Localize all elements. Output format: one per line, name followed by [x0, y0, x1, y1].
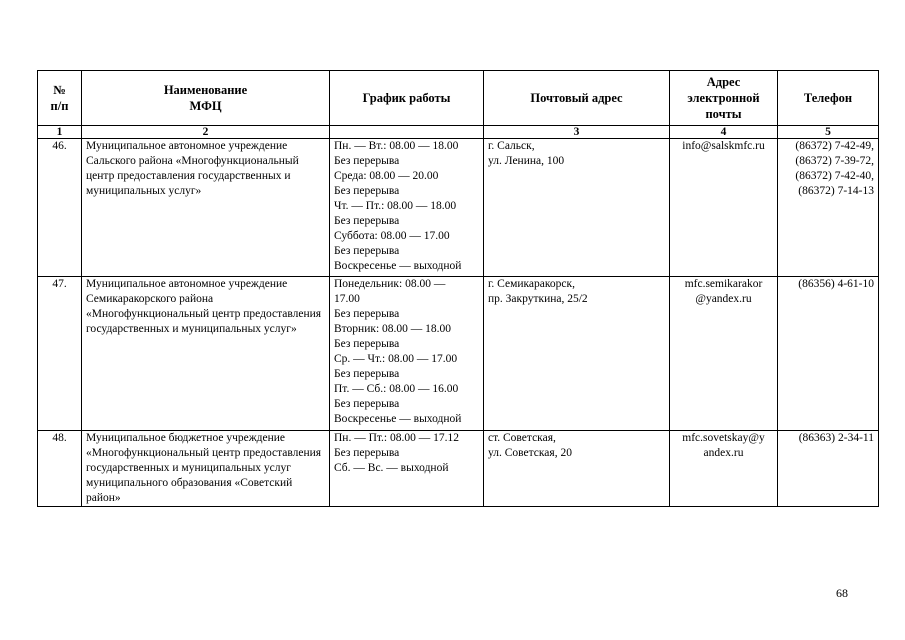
cell-line: Ср. — Чт.: 08.00 — 17.00: [334, 353, 458, 365]
mfc-name: Муниципальное автономное учреждение Семикаракорского района «Многофункциональный центр предоставления государственных и муниципальных услуг»: [82, 277, 330, 431]
column-number-3: 3: [484, 126, 670, 139]
mfc-name: Муниципальное бюджетное учреждение «Многофункциональный центр предоставления государственных и муниципальных услуг муниципального образования «Советский район»: [82, 431, 330, 507]
cell-line: ст. Советская,: [488, 432, 556, 444]
cell-line: Вторник: 08.00 — 18.00: [334, 323, 452, 335]
cell-line: Без перерыва: [334, 447, 400, 459]
postal-address: [484, 139, 670, 277]
column-number-blank: [330, 126, 484, 139]
cell-line: Без перерыва: [334, 308, 400, 320]
cell-line: andex.ru: [703, 447, 744, 459]
cell-line: ул. Советская, 20: [488, 447, 572, 459]
table-header-row: [38, 71, 879, 126]
email-address: [670, 277, 778, 431]
work-schedule: [330, 139, 484, 277]
header-address: Почтовый адрес: [484, 71, 670, 126]
cell-line: mfc.sovetskay@y: [682, 432, 765, 444]
phone-numbers: [778, 139, 879, 277]
mfc-table: [37, 70, 879, 507]
cell-line: (86372) 7-14-13: [798, 185, 874, 197]
cell-line: г. Сальск,: [488, 140, 535, 152]
table-row: [38, 139, 879, 277]
cell-line: Пн. — Пт.: 08.00 — 17.12: [334, 432, 459, 444]
cell-line: Суббота: 08.00 — 17.00: [334, 230, 450, 242]
cell-line: (86356) 4-61-10: [798, 278, 874, 290]
header-name: Наименование МФЦ: [82, 71, 330, 126]
page-number: 68: [836, 586, 848, 600]
header-phone: Телефон: [778, 71, 879, 126]
cell-line: Чт. — Пт.: 08.00 — 18.00: [334, 200, 457, 212]
cell-line: Без перерыва: [334, 398, 400, 410]
table-row: [38, 431, 879, 507]
cell-line: (86363) 2-34-11: [798, 432, 874, 444]
cell-line: (86372) 7-42-40,: [795, 170, 874, 182]
cell-line: mfc.semikarakor: [684, 278, 763, 290]
cell-line: пр. Закруткина, 25/2: [488, 293, 588, 305]
postal-address: [484, 431, 670, 507]
cell-line: Среда: 08.00 — 20.00: [334, 170, 439, 182]
phone-numbers: [778, 277, 879, 431]
cell-line: Без перерыва: [334, 185, 400, 197]
cell-line: 17.00: [334, 293, 360, 305]
cell-line: Без перерыва: [334, 338, 400, 350]
header-schedule: График работы: [330, 71, 484, 126]
cell-line: Без перерыва: [334, 155, 400, 167]
cell-line: Пт. — Сб.: 08.00 — 16.00: [334, 383, 459, 395]
phone-numbers: [778, 431, 879, 507]
row-number: 48.: [38, 431, 82, 507]
cell-line: Без перерыва: [334, 245, 400, 257]
cell-line: Без перерыва: [334, 215, 400, 227]
email-address: [670, 431, 778, 507]
work-schedule: [330, 431, 484, 507]
row-number: 47.: [38, 277, 82, 431]
table-row: [38, 277, 879, 431]
mfc-name: Муниципальное автономное учреждение Сальского района «Многофункциональный центр предоставления государственных и муниципальных услуг»: [82, 139, 330, 277]
column-number-2: 2: [82, 126, 330, 139]
cell-line: Без перерыва: [334, 368, 400, 380]
cell-line: Воскресенье — выходной: [334, 413, 462, 425]
cell-line: Пн. — Вт.: 08.00 — 18.00: [334, 140, 459, 152]
header-email: Адрес электронной почты: [670, 71, 778, 126]
cell-line: (86372) 7-42-49,: [795, 140, 874, 152]
column-number-4: 4: [670, 126, 778, 139]
cell-line: @yandex.ru: [695, 293, 752, 305]
postal-address: [484, 277, 670, 431]
column-number-1: 1: [38, 126, 82, 139]
email-address: [670, 139, 778, 277]
column-number-5: 5: [778, 126, 879, 139]
header-num: № п/п: [38, 71, 82, 126]
cell-line: г. Семикаракорск,: [488, 278, 575, 290]
cell-line: (86372) 7-39-72,: [795, 155, 874, 167]
row-number: 46.: [38, 139, 82, 277]
cell-line: info@salskmfc.ru: [682, 140, 765, 152]
work-schedule: [330, 277, 484, 431]
column-number-row: [38, 126, 879, 139]
cell-line: Понедельник: 08.00 —: [334, 278, 446, 290]
cell-line: ул. Ленина, 100: [488, 155, 565, 167]
cell-line: Воскресенье — выходной: [334, 260, 462, 272]
cell-line: Сб. — Вс. — выходной: [334, 462, 449, 474]
